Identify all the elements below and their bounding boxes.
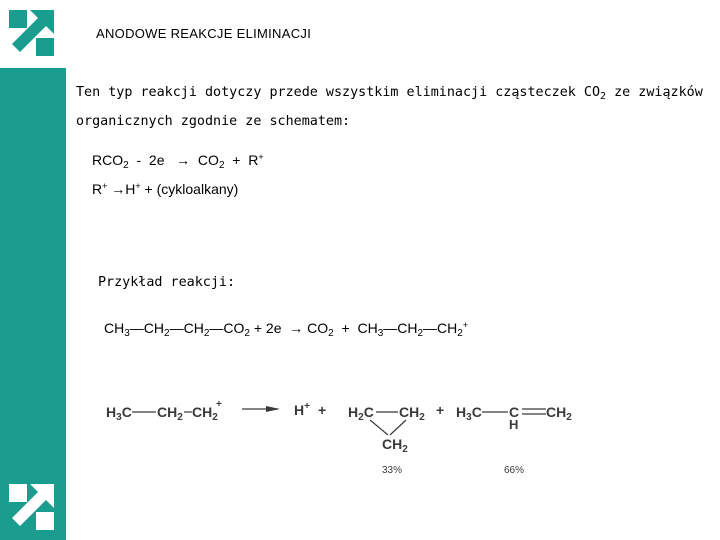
- svg-text:CH2: $CH_2$: [192, 404, 218, 423]
- svg-text:CH2: $CH_2$: [546, 404, 572, 423]
- svg-text:H3C: $H_3C$: [456, 404, 482, 423]
- svg-text:C: C: [509, 404, 520, 420]
- svg-text:CH2: $CH_2$: [399, 404, 425, 423]
- svg-text:H3C: $H_3C$: [106, 404, 132, 423]
- svg-text:H+: H+: [294, 401, 310, 418]
- intro-line-1: Ten typ reakcji dotyczy przede wszystkim eliminacji cząsteczek $CO_2$ ze związków: [76, 85, 703, 102]
- svg-text:66%: 66%: [504, 465, 525, 476]
- svg-text:+: +: [318, 402, 327, 418]
- arrow-up-right-icon: [8, 8, 56, 58]
- intro-line-2: organicznych zgodnie ze schematem:: [76, 114, 351, 129]
- svg-text:+: +: [436, 402, 445, 418]
- equation-cation-elimination: R+ →H+ + (cykloalkany): [92, 181, 239, 197]
- intro-text: [76, 80, 716, 134]
- reaction-scheme: [100, 395, 580, 485]
- svg-text:H: H: [509, 417, 519, 432]
- svg-text:CH2: $CH_2$: [382, 436, 408, 455]
- sidebar-bar: [0, 68, 66, 540]
- svg-text:33%: 33%: [382, 465, 403, 476]
- slide-title: ANODOWE REAKCJE ELIMINACJI: [96, 26, 312, 41]
- example-label: Przykład reakcji:: [98, 275, 236, 290]
- equation-decarboxylation: $RCO_2 - 2e \to CO_2 + R^+$: [92, 152, 264, 171]
- svg-text:+: +: [216, 399, 222, 410]
- example-equation: $CH_3—CH_2—CH_2—CO_2 + 2e \to CO_2$ + $CH_3—CH_2—CH_2^+$: [104, 320, 469, 339]
- svg-text:H2C: $H_2C$: [348, 404, 374, 423]
- arrow-up-right-icon: [8, 482, 56, 532]
- svg-text:CH2: $CH_2$: [157, 404, 183, 423]
